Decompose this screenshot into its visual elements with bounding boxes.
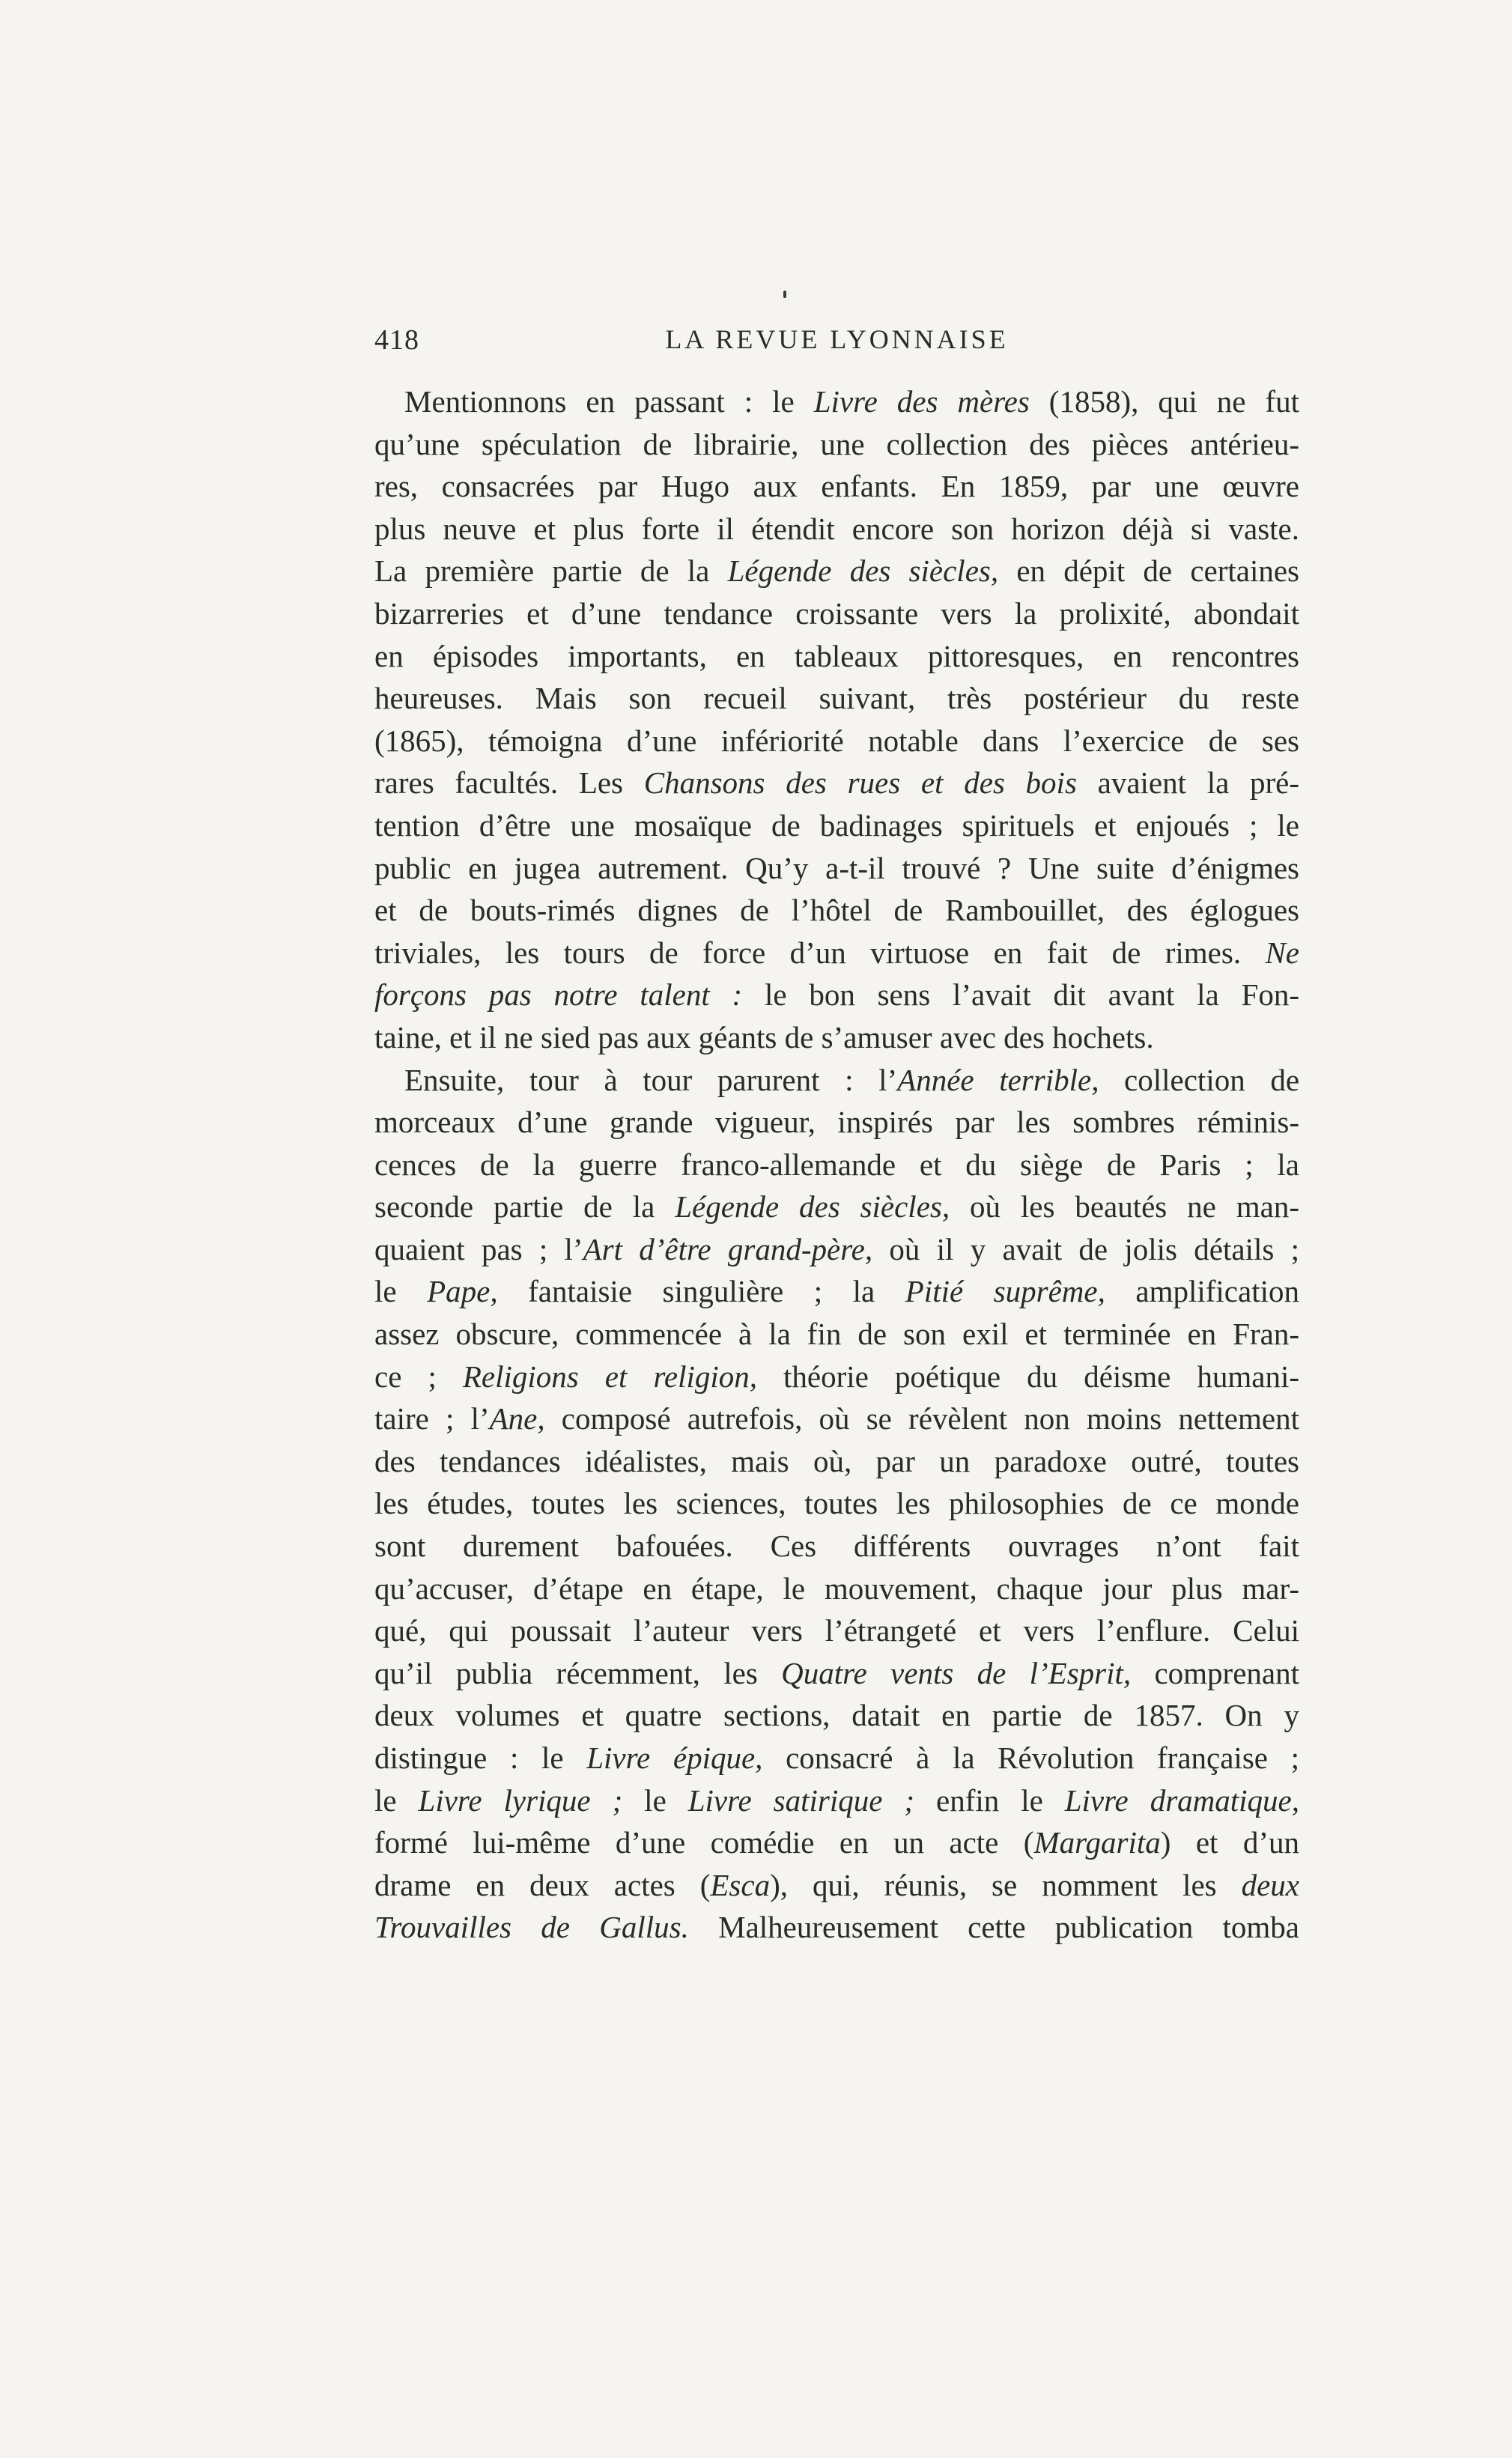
text-run: ), qui, réunis, se nomment les [770,1867,1242,1902]
text-run: Ensuite, tour à tour parurent : l’ [404,1062,898,1097]
page-number: 418 [374,324,419,356]
italic-title: Année terrible, [897,1062,1099,1097]
italic-title: Livre des mères [813,384,1030,419]
italic-title: Pape, [427,1274,498,1309]
text-run: plus neuve et plus forte il étendit encore son horizon déjà si vaste. [374,511,1299,546]
text-run: qu’une spéculation de librairie, une collection des pièces antérieu- [374,426,1299,461]
text-line [374,720,1299,762]
text-line [374,465,1299,508]
text-line [374,1144,1299,1186]
text-line [374,1228,1299,1271]
text-line [374,762,1299,804]
text-run: en épisodes importants, en tableaux pittoresques, en rencontres [374,638,1299,673]
text-run: cences de la guerre franco-allemande et du siège de Paris ; la [374,1147,1299,1182]
text-run: res, consacrées par Hugo aux enfants. En 1859, par une œuvre [374,469,1299,504]
text-line [374,1864,1299,1907]
text-run: assez obscure, commencée à la fin de son exil et terminée en Fran- [374,1317,1299,1352]
italic-title: Légende des siècles, [675,1189,950,1225]
italic-title: Religions et religion, [462,1359,757,1394]
text-line [374,1652,1299,1695]
italic-title: Chansons des rues et des bois [643,765,1077,801]
text-run: Mentionnons en passant : le [404,384,814,419]
text-run: les études, toutes les sciences, toutes les philosophies de ce monde [374,1486,1299,1521]
text-run: le [374,1274,428,1309]
text-line [374,592,1299,635]
text-run: comprenant [1131,1655,1300,1690]
text-line [374,1568,1299,1610]
italic-title: forçons pas notre talent : [374,977,743,1013]
text-run: ) et d’un [1160,1825,1299,1860]
text-line [374,1270,1299,1313]
text-run: consacré à la Révolution française ; [762,1741,1300,1775]
text-line [374,380,1299,423]
text-run: qu’accuser, d’étape en étape, le mouvement, chaque jour plus mar- [374,1571,1299,1606]
text-line [374,508,1299,550]
italic-title: Esca [710,1867,771,1902]
text-run: Malheureusement cette publication tomba [688,1910,1300,1945]
italic-title: Margarita [1033,1825,1161,1860]
italic-title: Livre lyrique ; [418,1782,623,1818]
italic-title: Art d’être grand-père, [583,1231,873,1266]
text-line [374,1609,1299,1652]
text-run: quaient pas ; l’ [374,1231,583,1266]
text-line [374,889,1299,932]
text-line [374,1313,1299,1356]
text-run: deux volumes et quatre sections, datait en partie de 1857. On y [374,1698,1299,1733]
text-run: où il y avait de jolis détails ; [872,1231,1299,1266]
text-run: le bon sens l’avait dit avant la Fon- [742,977,1299,1013]
italic-title: Livre satirique ; [687,1782,915,1818]
text-line [374,1186,1299,1228]
ink-speck [783,291,786,298]
italic-title: Ne [1265,935,1299,970]
text-run: distingue : le [374,1741,587,1775]
text-line [374,550,1299,592]
italic-title: Ane, [489,1401,545,1436]
text-run: (1865), témoigna d’une infériorité notable dans l’exercice de ses [374,723,1299,758]
text-run: et de bouts-rimés dignes de l’hôtel de Rambouillet, des églogues [374,893,1299,928]
text-line [374,1398,1299,1440]
text-run: La première partie de la [374,553,728,589]
text-line [374,804,1299,847]
text-line [374,1525,1299,1568]
italic-title: deux [1241,1867,1299,1902]
text-run: en dépit de certaines [998,553,1300,589]
text-run: taine, et il ne sied pas aux géants de s’amuser avec des hochets. [374,1019,1154,1054]
text-line [374,635,1299,678]
text-line [374,1694,1299,1737]
text-line [374,1906,1299,1949]
text-line [374,1101,1299,1144]
text-line [374,1016,1299,1059]
text-run: heureuses. Mais son recueil suivant, très postérieur du reste [374,681,1299,716]
text-run: ce ; [374,1359,463,1394]
text-line [374,1482,1299,1525]
text-line [374,1356,1299,1398]
italic-title: Livre épique, [586,1741,763,1775]
text-run: formé lui-même d’une comédie en un acte ( [374,1825,1034,1860]
text-line [374,1059,1299,1102]
journal-title: LA REVUE LYONNAISE [665,324,1009,354]
text-run: composé autrefois, où se révèlent non moins nettement [544,1401,1299,1436]
text-run: triviales, les tours de force d’un virtuose en fait de rimes. [374,935,1266,970]
text-run: avaient la pré- [1076,765,1300,801]
text-run: le [374,1782,419,1818]
text-line [374,423,1299,466]
text-run: où les beautés ne man- [950,1189,1299,1225]
text-run: collection de [1099,1062,1300,1097]
text-run: public en jugea autrement. Qu’y a-t-il trouvé ? Une suite d’énigmes [374,850,1299,885]
text-run: théorie poétique du déisme humani- [757,1359,1300,1394]
text-line [374,1821,1299,1864]
text-run: tention d’être une mosaïque de badinages spirituels et enjoués ; le [374,807,1299,843]
text-run: taire ; l’ [374,1401,490,1436]
text-run: (1858), qui ne fut [1029,384,1299,419]
text-run: sont durement bafouées. Ces différents ouvrages n’ont fait [374,1529,1299,1564]
text-line [374,932,1299,974]
text-run: qué, qui poussait l’auteur vers l’étrangeté et vers l’enflure. Celui [374,1613,1299,1648]
text-line [374,1779,1299,1822]
text-run: rares facultés. Les [374,765,644,801]
text-line [374,677,1299,720]
text-run: bizarreries et d’une tendance croissante vers la prolixité, abondait [374,595,1299,631]
text-run: qu’il publia récemment, les [374,1655,782,1690]
text-run: seconde partie de la [374,1189,675,1225]
text-run: morceaux d’une grande vigueur, inspirés par les sombres réminis- [374,1105,1299,1140]
text-line [374,1440,1299,1483]
text-run: amplification [1105,1274,1299,1309]
text-run: le [622,1782,688,1818]
text-run: des tendances idéalistes, mais où, par un paradoxe outré, toutes [374,1443,1299,1478]
italic-title: Légende des siècles, [727,553,999,589]
italic-title: Trouvailles de Gallus. [374,1910,689,1945]
text-run: enfin le [914,1782,1065,1818]
text-line [374,1737,1299,1779]
text-line [374,847,1299,890]
running-header [374,324,1299,365]
italic-title: Livre dramatique, [1064,1782,1299,1818]
text-run: drame en deux actes ( [374,1867,711,1902]
text-line [374,974,1299,1016]
text-run: fantaisie singulière ; la [497,1274,905,1309]
italic-title: Pitié suprême, [905,1274,1105,1309]
italic-title: Quatre vents de l’Esprit, [781,1655,1132,1690]
body-text [374,380,1299,1949]
